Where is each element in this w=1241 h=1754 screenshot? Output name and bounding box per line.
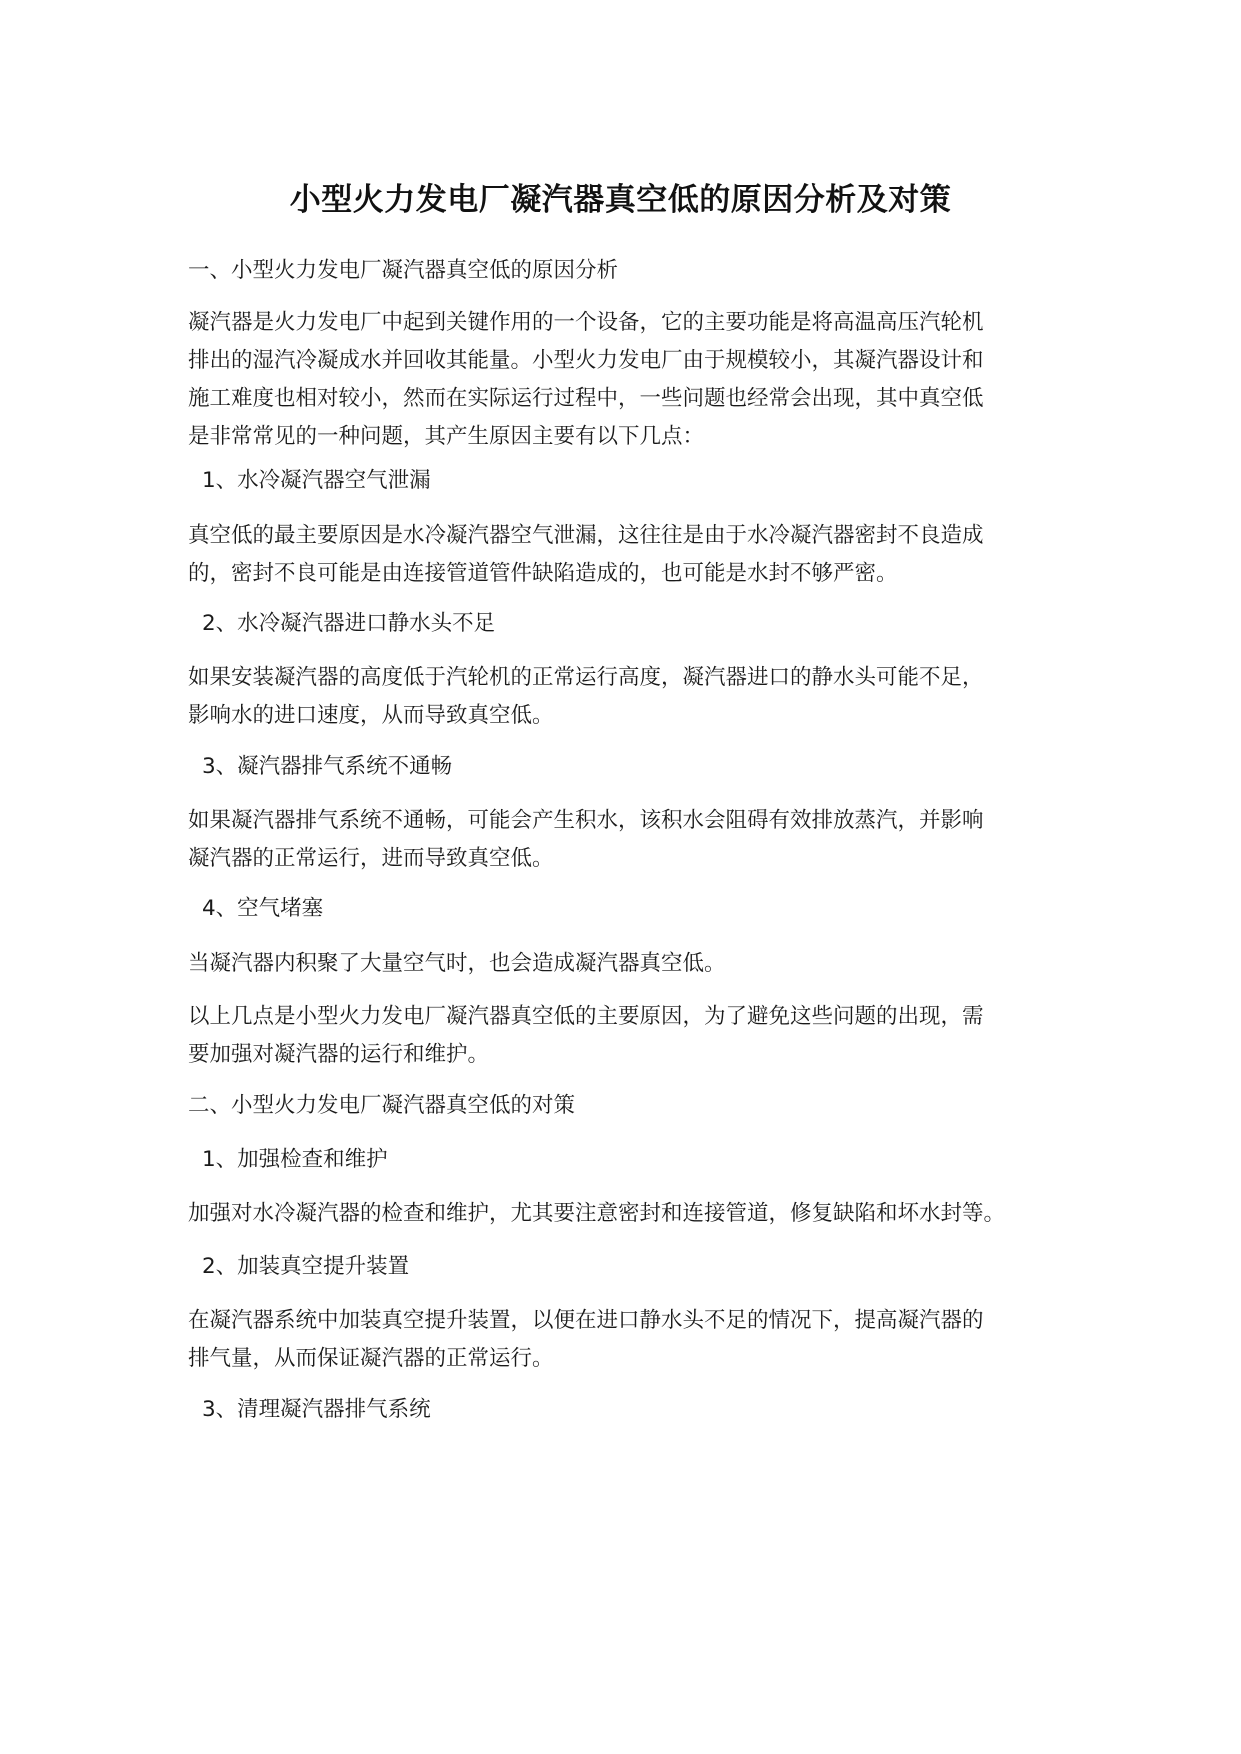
paragraph-line: 排气量，从而保证凝汽器的正常运行。 — [188, 1346, 554, 1371]
section-2-heading: 二、小型火力发电厂凝汽器真空低的对策 — [188, 1093, 576, 1118]
paragraph-line: 如果凝汽器排气系统不通畅，可能会产生积水，该积水会阻碍有效排放蒸汽，并影响 — [188, 808, 984, 833]
summary-paragraph — [188, 998, 1068, 1074]
paragraph-line: 的，密封不良可能是由连接管道管件缺陷造成的，也可能是水封不够严密。 — [188, 561, 898, 586]
measure-2-heading: 2、加装真空提升装置 — [202, 1254, 410, 1279]
intro-line: 排出的湿汽冷凝成水并回收其能量。小型火力发电厂由于规模较小，其凝汽器设计和 — [188, 348, 984, 373]
document-title: 小型火力发电厂凝汽器真空低的原因分析及对策 — [289, 182, 952, 218]
paragraph-line: 当凝汽器内积聚了大量空气时，也会造成凝汽器真空低。 — [188, 951, 726, 976]
cause-4-paragraph — [188, 945, 1068, 983]
intro-line: 凝汽器是火力发电厂中起到关键作用的一个设备，它的主要功能是将高温高压汽轮机 — [188, 310, 984, 335]
cause-2-paragraph — [188, 659, 1068, 735]
paragraph-line: 在凝汽器系统中加装真空提升装置，以便在进口静水头不足的情况下，提高凝汽器的 — [188, 1308, 984, 1333]
measure-1-heading: 1、加强检查和维护 — [202, 1147, 388, 1172]
cause-2-heading: 2、水冷凝汽器进口静水头不足 — [202, 611, 496, 636]
paragraph-line: 凝汽器的正常运行，进而导致真空低。 — [188, 846, 554, 871]
paragraph-line: 如果安装凝汽器的高度低于汽轮机的正常运行高度，凝汽器进口的静水头可能不足， — [188, 665, 984, 690]
cause-3-paragraph — [188, 802, 1068, 878]
measure-3-heading: 3、清理凝汽器排气系统 — [202, 1397, 431, 1422]
intro-line: 施工难度也相对较小，然而在实际运行过程中，一些问题也经常会出现，其中真空低 — [188, 386, 984, 411]
cause-4-heading: 4、空气堵塞 — [202, 896, 324, 921]
intro-line: 是非常常见的一种问题，其产生原因主要有以下几点： — [188, 424, 705, 449]
measure-1-paragraph — [188, 1195, 1068, 1233]
paragraph-line: 影响水的进口速度，从而导致真空低。 — [188, 703, 554, 728]
paragraph-line: 加强对水冷凝汽器的检查和维护，尤其要注意密封和连接管道，修复缺陷和坏水封等。 — [188, 1201, 1006, 1226]
cause-1-heading: 1、水冷凝汽器空气泄漏 — [202, 468, 431, 493]
paragraph-line: 以上几点是小型火力发电厂凝汽器真空低的主要原因，为了避免这些问题的出现，需 — [188, 1004, 984, 1029]
paragraph-line: 要加强对凝汽器的运行和维护。 — [188, 1042, 490, 1067]
paragraph-line: 真空低的最主要原因是水冷凝汽器空气泄漏，这往往是由于水冷凝汽器密封不良造成 — [188, 523, 984, 548]
intro-paragraph — [188, 304, 1068, 456]
section-1-heading: 一、小型火力发电厂凝汽器真空低的原因分析 — [188, 258, 619, 283]
cause-1-paragraph — [188, 517, 1068, 593]
measure-2-paragraph — [188, 1302, 1068, 1378]
cause-3-heading: 3、凝汽器排气系统不通畅 — [202, 754, 453, 779]
